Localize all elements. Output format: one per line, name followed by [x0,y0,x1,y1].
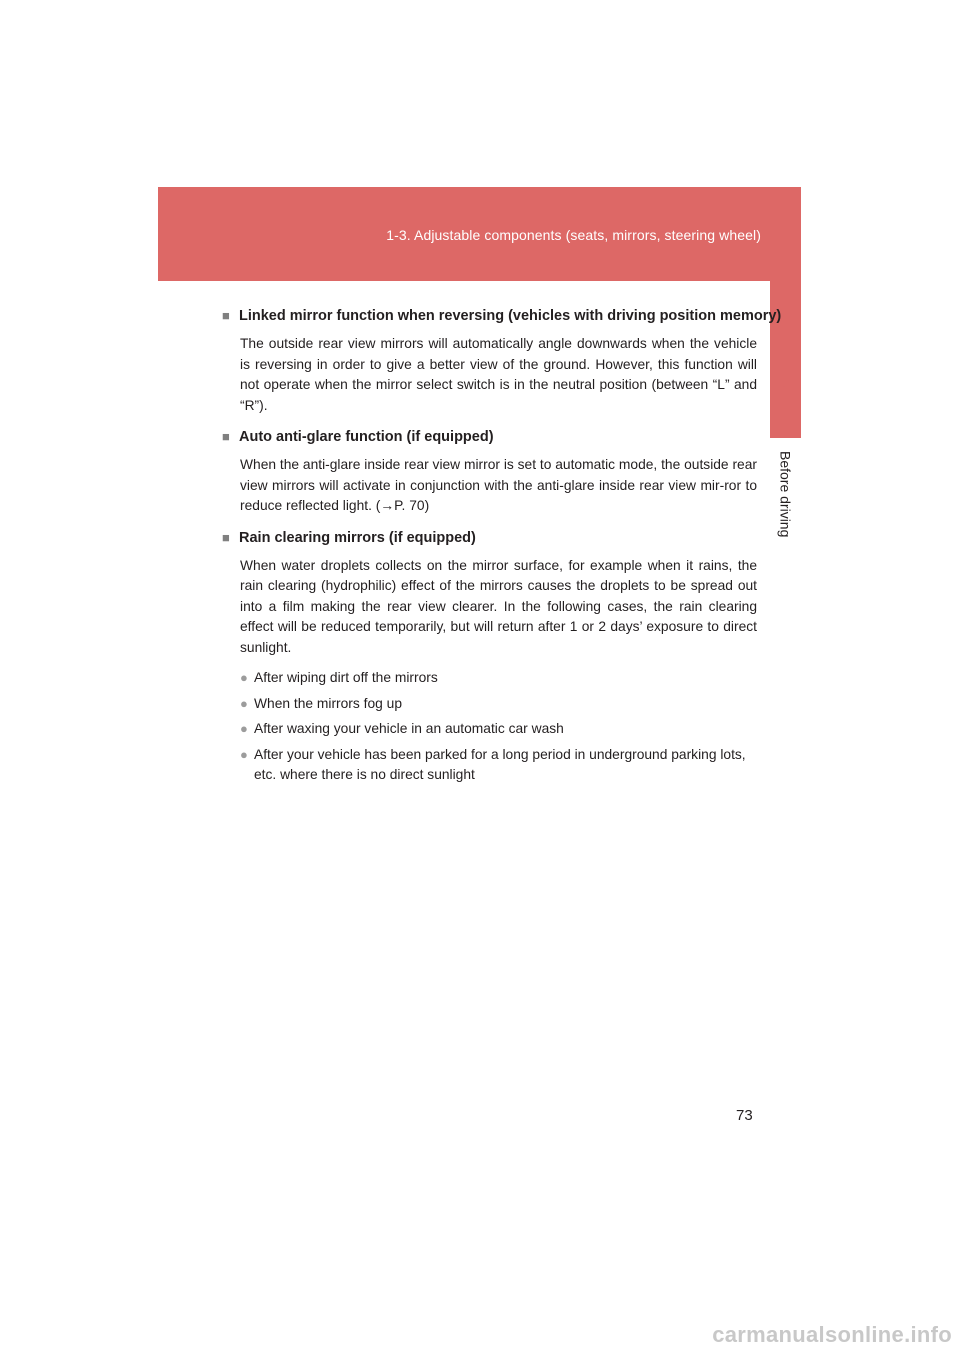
circle-bullet-icon: ● [240,670,248,685]
section-heading [222,527,757,549]
list-item [240,668,757,689]
square-bullet-icon: ■ [222,429,230,444]
heading-text: Linked mirror function when reversing (vehicles with driving position memory) [239,308,782,324]
page-content [222,305,782,791]
circle-bullet-icon: ● [240,695,248,711]
section-linked-mirror [222,305,782,416]
section-paragraph: When water droplets collects on the mirror surface, for example when it rains, the rain clearing (hydrophilic) effect of the mirrors causes the droplets to be spread out into a film making the rear view clearer. In the following cases, the rain clearing effect will be reduced temporarily, but will return after 1 or 2 days’ exposure to direct sunlight. [240,557,757,655]
list-item [240,694,757,715]
list-item-text: After your vehicle has been parked for a long period in underground parking lots, etc. where there is no direct sunlight [254,746,746,782]
list-item-text: After waxing your vehicle in an automatic car wash [254,721,564,736]
list-item-text: After wiping dirt off the mirrors [254,670,438,685]
chapter-label: Before driving [777,451,794,538]
section-heading [222,305,782,327]
list-item [240,745,757,786]
condition-list [240,668,757,786]
circle-bullet-icon: ● [240,721,248,736]
section-rain-clearing [222,527,757,786]
list-item [240,719,757,740]
section-anti-glare [222,426,757,517]
square-bullet-icon: ■ [222,529,230,545]
watermark: carmanualsonline.info [712,1322,952,1347]
section-title: 1-3. Adjustable components (seats, mirrors, steering wheel) [386,227,761,243]
header-band [158,187,801,281]
heading-text: Auto anti-glare function (if equipped) [239,429,494,445]
section-paragraph: When the anti-glare inside rear view mirror is set to automatic mode, the outside rear view mirrors will activate in conjunction with the anti-glare inside rear view mir-ror to reduce reflected light. (→P. 70) [240,457,757,513]
list-item-text: When the mirrors fog up [254,695,402,711]
square-bullet-icon: ■ [222,308,230,323]
page-number: 73 [736,1107,753,1124]
circle-bullet-icon: ● [240,746,248,762]
heading-text: Rain clearing mirrors (if equipped) [239,529,476,546]
chapter-number: 1 [781,382,790,398]
section-paragraph: The outside rear view mirrors will automatically angle downwards when the vehicle is reversing in order to give a better view of the ground. However, this function will not operate when the mirror select switch is in the neutral position (between “L” and “R”). [240,336,757,413]
section-heading [222,426,757,448]
